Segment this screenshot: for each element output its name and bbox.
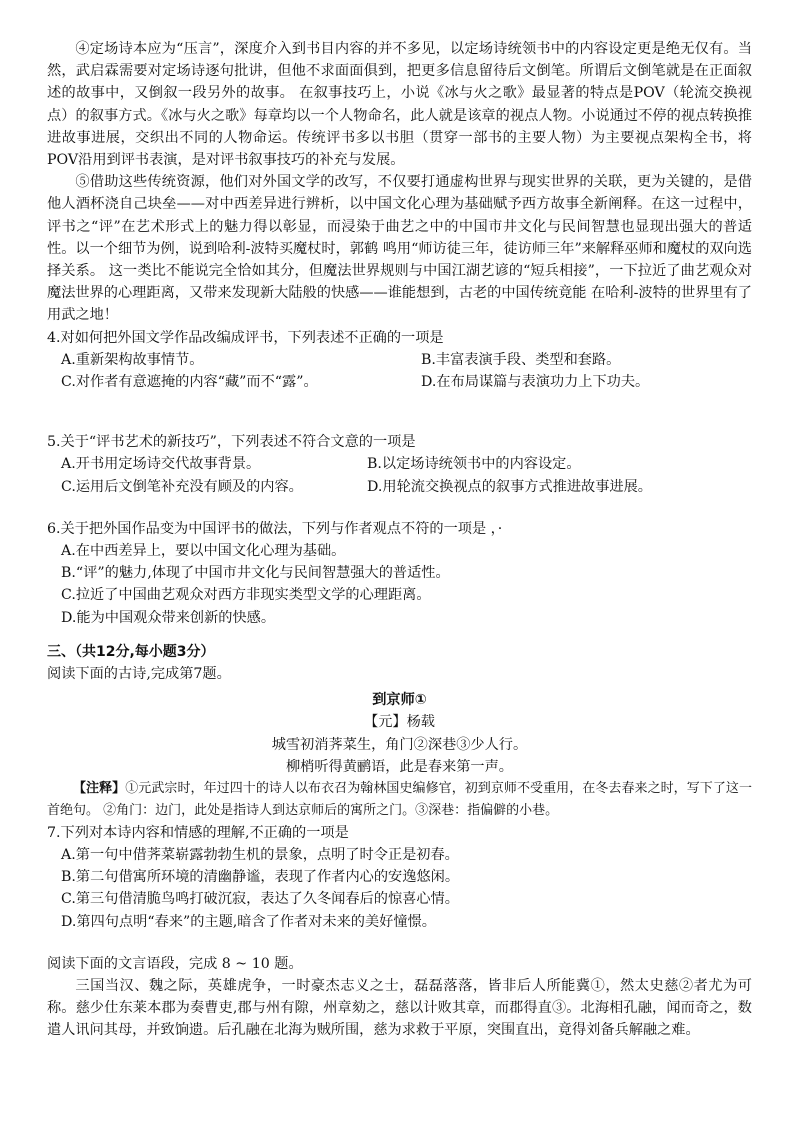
q4-option-d: D.在布局谋篇与表演功力上下功夫。: [421, 374, 650, 391]
annotation-label: 【注释】: [73, 781, 126, 797]
poem-line-2: 柳梢听得黄鹂语，此是春来第一声。: [285, 758, 513, 775]
q7-option-a: A.第一句中借荠菜崭露勃勃生机的景象，点明了时令正是初春。: [61, 846, 459, 863]
passage-paragraph-4: ④定场诗本应为“压言”，深度介入到书目内容的并不多见，以定场诗统领书中的内容设定更是绝无仅有。当然，武启霖需要对定场诗逐句批讲，但他不求面面俱到，把更多信息留待后文倒笔。所谓后文倒笔就是在正面叙述的故事中，又倒叙一段另外的故事。 在叙事技巧上，小说《冰与火之歌》最显著的特点是POV（轮流交换视点）的叙事方式。《冰与火之歌》每章均以一个人物命名，此人就是该章的视点人物。小说通过不停的视点转换推进故事进展，交织出不同的人物命运。传统评书多以书胆（贯穿一部书的主要人物）为主要视点架构全书，将POV沿用到评书表演，是对评书叙事技巧的补充与发展。: [47, 41, 752, 169]
q5-option-b: B.以定场诗统领书中的内容设定。: [367, 456, 581, 473]
q6-option-b: B.“评”的魅力,体现了中国市井文化与民间智慧强大的普适性。: [61, 565, 450, 582]
q7-option-b: B.第二句借寓所环境的清幽静谧，表现了作者内心的安逸悠闲。: [61, 869, 460, 886]
classical-text: 三国当汉、魏之际，英雄虎争，一时豪杰志义之士，磊磊落落，皆非后人所能冀①，然太史慈②者尤为可称。慈少仕东莱本郡为奏曹吏,郡与州有隙，州章劾之，慈以计败其章，而郡得直③。北海相孔融，闻而奇之，数遣人讯问其母，并致饷遗。后孔融在北海为贼所围，慈为求救于平原，突围直出，竟得刘备兵解融之难。: [47, 977, 752, 1039]
poem-title: 到京师①: [372, 692, 427, 709]
q6-option-a: A.在中西差异上，要以中国文化心理为基础。: [61, 543, 346, 560]
q6-option-c: C.拉近了中国曲艺观众对西方非现实类型文学的心理距离。: [61, 587, 431, 604]
question-5-options-row-1: [61, 453, 752, 475]
spacer: [47, 933, 752, 953]
q7-option-c: C.第三句借清脆鸟鸣打破沉寂，表达了久冬闻春后的惊喜心情。: [61, 891, 459, 908]
question-4-options-row-2: [61, 371, 752, 393]
q4-option-c: C.对作者有意遮掩的内容“藏”而不“露”。: [61, 374, 318, 391]
poem-line-1: 城雪初消荠菜生，角门②深巷③少人行。: [271, 736, 528, 753]
q5-option-d: D.用轮流交换视点的叙事方式推进故事进展。: [367, 478, 652, 495]
q4-option-b: B.丰富表演手段、类型和套路。: [421, 351, 621, 368]
q5-option-a: A.开书用定场诗交代故事背景。: [61, 456, 261, 473]
question-4-stem: 4.对如何把外国文学作品改编成评书，下列表述不正确的一项是: [47, 329, 444, 346]
spacer: [47, 393, 752, 431]
question-5-stem: 5.关于“评书艺术的新技巧”，下列表述不符合文意的一项是: [47, 434, 416, 451]
q6-option-d: D.能为中国观众带来创新的快感。: [61, 609, 276, 626]
poem-annotation: [47, 778, 752, 822]
q5-option-c: C.运用后文倒笔补充没有顾及的内容。: [61, 478, 303, 495]
question-4-options-row-1: [61, 349, 752, 371]
poem-author: 【元】杨载: [364, 714, 435, 731]
section-3-heading: 三、（共12分,每小题3分）: [47, 643, 215, 660]
spacer: [47, 629, 752, 641]
q7-option-d: D.第四句点明“春来”的主题,暗含了作者对未来的美好憧憬。: [61, 913, 436, 930]
classical-intro: 阅读下面的文言语段，完成 8 ~ 10 题。: [47, 955, 303, 972]
question-6-stem: 6.关于把外国作品变为中国评书的做法，下列与作者观点不符的一项是 ，·: [47, 520, 503, 537]
question-5-options-row-2: [61, 476, 752, 498]
spacer: [47, 498, 752, 518]
annotation-text: ①元武宗时，年过四十的诗人以布衣召为翰林国史编修官，初到京师不受重用，在冬去春来之时，写下了这一首绝句。 ②角门：边门，此处是指诗人到达京师后的寓所之门。③深巷：指偏僻的小巷。: [47, 781, 752, 818]
passage-paragraph-5: ⑤借助这些传统资源，他们对外国文学的改写，不仅要打通虚构世界与现实世界的关联，更为关键的，是借他人酒杯浇自己块垒——对中西差异进行辨析，以中国文化心理为基础赋予西方故事全新阐释。在这一过程中，评书之“评”在艺术形式上的魅力得以彰显，而浸染于曲艺之中的中国市井文化与民间智慧也显现出强大的普适性。以一个细节为例，说到哈利-波特买魔杖时，郭鹤 鸣用“师访徒三年，徒访师三年”来解释巫师和魔杖的双向选择关系。 这一类比不能说完全恰如其分，但魔法世界规则与中国江湖艺谚的“短兵相接”，一下拉近了曲艺观众对魔法世界的心理距离，又带来发现新大陆般的快感——谁能想到，古老的中国传统竟能 在哈利-波特的世界里有了用武之地！: [47, 174, 752, 324]
section-3-intro: 阅读下面的古诗,完成第7题。: [47, 666, 231, 683]
question-7-stem: 7.下列对本诗内容和情感的理解,不正确的一项是: [47, 824, 349, 841]
q4-option-a: A.重新架构故事情节。: [61, 351, 204, 368]
exam-page: [47, 38, 752, 1042]
